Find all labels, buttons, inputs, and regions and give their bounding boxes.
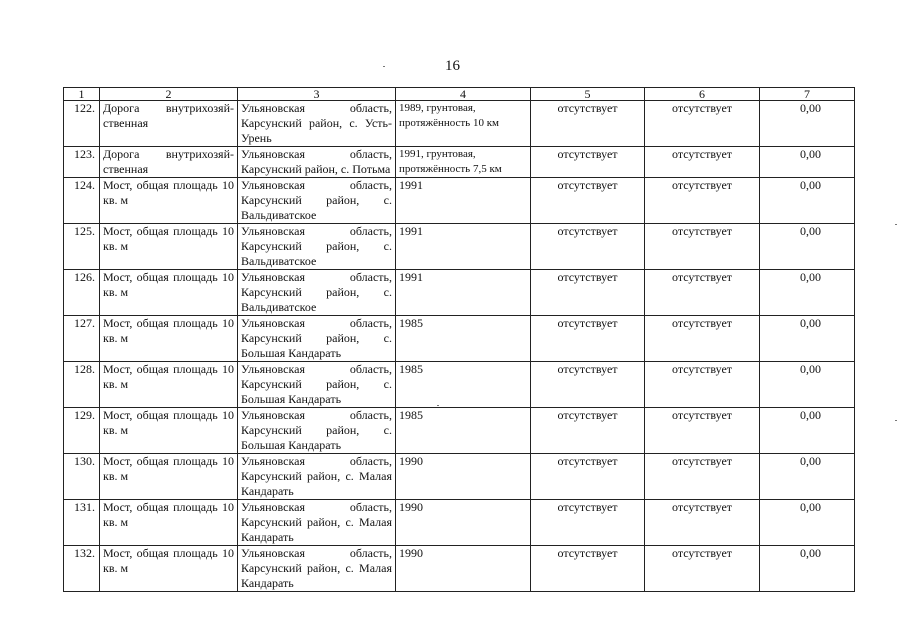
encumbrance-cell: отсутствует	[531, 147, 645, 178]
value-cell: 0,00	[760, 362, 855, 408]
object-details: 1989, грунтовая, протяжённость 10 км	[396, 101, 531, 147]
value-cell: 0,00	[760, 454, 855, 500]
object-address: Ульяновская область, Карсунский район, с. Малая Кандарать	[238, 500, 396, 546]
restriction-cell: отсутствует	[645, 224, 760, 270]
column-header: 7	[760, 88, 855, 101]
object-name: Дорога внутрихозяй-ственная	[100, 101, 238, 147]
page-number: 16	[445, 58, 460, 74]
value-cell: 0,00	[760, 500, 855, 546]
encumbrance-cell: отсутствует	[531, 362, 645, 408]
table-row	[64, 362, 855, 408]
object-details: 1990	[396, 500, 531, 546]
table-row	[64, 500, 855, 546]
row-number: 132.	[64, 546, 100, 592]
object-details: 1985	[396, 362, 531, 408]
column-header: 3	[238, 88, 396, 101]
object-name: Мост, общая площадь 10 кв. м	[100, 500, 238, 546]
object-name: Мост, общая площадь 10 кв. м	[100, 454, 238, 500]
restriction-cell: отсутствует	[645, 101, 760, 147]
table-row	[64, 408, 855, 454]
table-row	[64, 454, 855, 500]
table-row	[64, 101, 855, 147]
row-number: 128.	[64, 362, 100, 408]
value-cell: 0,00	[760, 270, 855, 316]
table-row	[64, 178, 855, 224]
column-header: 4	[396, 88, 531, 101]
column-header: 5	[531, 88, 645, 101]
table-row	[64, 546, 855, 592]
restriction-cell: отсутствует	[645, 270, 760, 316]
row-number: 122.	[64, 101, 100, 147]
value-cell: 0,00	[760, 178, 855, 224]
object-address: Ульяновская область, Карсунский район, с. Потьма	[238, 147, 396, 178]
object-name: Мост, общая площадь 10 кв. м	[100, 362, 238, 408]
object-details: 1991, грунтовая, протяжённость 7,5 км	[396, 147, 531, 178]
value-cell: 0,00	[760, 224, 855, 270]
column-header: 2	[100, 88, 238, 101]
object-details: 1990	[396, 454, 531, 500]
row-number: 125.	[64, 224, 100, 270]
object-details: 1990	[396, 546, 531, 592]
object-address: Ульяновская область, Карсунский район, с. Усть-Урень	[238, 101, 396, 147]
column-header: 6	[645, 88, 760, 101]
restriction-cell: отсутствует	[645, 147, 760, 178]
property-registry-table	[63, 87, 855, 592]
value-cell: 0,00	[760, 147, 855, 178]
row-number: 124.	[64, 178, 100, 224]
scan-speck	[895, 224, 897, 225]
restriction-cell: отсутствует	[645, 546, 760, 592]
object-name: Мост, общая площадь 10 кв. м	[100, 178, 238, 224]
encumbrance-cell: отсутствует	[531, 546, 645, 592]
object-address: Ульяновская область, Карсунский район, с. Малая Кандарать	[238, 454, 396, 500]
row-number: 127.	[64, 316, 100, 362]
header-row	[64, 88, 855, 101]
object-name: Мост, общая площадь 10 кв. м	[100, 408, 238, 454]
object-details: 1991	[396, 224, 531, 270]
restriction-cell: отсутствует	[645, 500, 760, 546]
object-details: 1991	[396, 270, 531, 316]
restriction-cell: отсутствует	[645, 362, 760, 408]
object-address: Ульяновская область, Карсунский район, с. Большая Кандарать	[238, 316, 396, 362]
encumbrance-cell: отсутствует	[531, 316, 645, 362]
object-name: Мост, общая площадь 10 кв. м	[100, 270, 238, 316]
object-address: Ульяновская область, Карсунский район, с. Вальдиватское	[238, 178, 396, 224]
object-name: Дорога внутрихозяй-ственная	[100, 147, 238, 178]
encumbrance-cell: отсутствует	[531, 408, 645, 454]
object-address: Ульяновская область, Карсунский район, с. Вальдиватское	[238, 270, 396, 316]
column-header: 1	[64, 88, 100, 101]
encumbrance-cell: отсутствует	[531, 500, 645, 546]
encumbrance-cell: отсутствует	[531, 101, 645, 147]
encumbrance-cell: отсутствует	[531, 178, 645, 224]
table-row	[64, 316, 855, 362]
object-address: Ульяновская область, Карсунский район, с. Большая Кандарать	[238, 408, 396, 454]
row-number: 123.	[64, 147, 100, 178]
row-number: 131.	[64, 500, 100, 546]
restriction-cell: отсутствует	[645, 178, 760, 224]
row-number: 130.	[64, 454, 100, 500]
object-address: Ульяновская область, Карсунский район, с. Большая Кандарать	[238, 362, 396, 408]
value-cell: 0,00	[760, 546, 855, 592]
object-name: Мост, общая площадь 10 кв. м	[100, 316, 238, 362]
scan-speck	[437, 405, 439, 406]
restriction-cell: отсутствует	[645, 316, 760, 362]
row-number: 129.	[64, 408, 100, 454]
row-number: 126.	[64, 270, 100, 316]
scan-speck	[895, 420, 897, 421]
encumbrance-cell: отсутствует	[531, 224, 645, 270]
encumbrance-cell: отсутствует	[531, 454, 645, 500]
table-row	[64, 270, 855, 316]
value-cell: 0,00	[760, 101, 855, 147]
value-cell: 0,00	[760, 316, 855, 362]
object-name: Мост, общая площадь 10 кв. м	[100, 546, 238, 592]
object-details: 1985	[396, 316, 531, 362]
value-cell: 0,00	[760, 408, 855, 454]
object-name: Мост, общая площадь 10 кв. м	[100, 224, 238, 270]
object-details: 1991	[396, 178, 531, 224]
restriction-cell: отсутствует	[645, 454, 760, 500]
object-address: Ульяновская область, Карсунский район, с. Вальдиватское	[238, 224, 396, 270]
scan-speck	[383, 66, 385, 67]
object-details: 1985	[396, 408, 531, 454]
table-row	[64, 224, 855, 270]
table-row	[64, 147, 855, 178]
object-address: Ульяновская область, Карсунский район, с. Малая Кандарать	[238, 546, 396, 592]
restriction-cell: отсутствует	[645, 408, 760, 454]
encumbrance-cell: отсутствует	[531, 270, 645, 316]
